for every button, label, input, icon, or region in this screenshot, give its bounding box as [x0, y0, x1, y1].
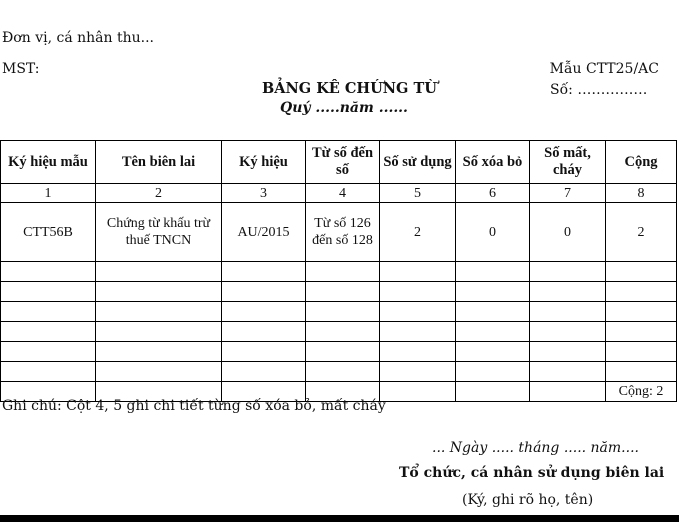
tax-code-label: MST:: [2, 61, 40, 77]
document-title: BẢNG KÊ CHỨNG TỪ: [262, 80, 437, 97]
cell-series: AU/2015: [222, 203, 306, 262]
column-number: 1: [1, 184, 96, 203]
col-header-form-symbol: Ký hiệu mẫu: [1, 141, 96, 184]
column-number: 5: [380, 184, 456, 203]
column-number: 4: [306, 184, 380, 203]
organization-line: Đơn vị, cá nhân thu...: [2, 30, 154, 46]
col-header-cancelled: Số xóa bỏ: [456, 141, 530, 184]
date-line: ... Ngày ..... tháng ..... năm....: [432, 440, 639, 456]
col-header-receipt-name: Tên biên lai: [96, 141, 222, 184]
cell-total: 2: [606, 203, 677, 262]
column-number: 8: [606, 184, 677, 203]
signer-title: Tổ chức, cá nhân sử dụng biên lai: [399, 465, 665, 481]
col-header-used: Số sử dụng: [380, 141, 456, 184]
column-number: 7: [530, 184, 606, 203]
empty-row: [1, 362, 677, 382]
empty-row: [1, 262, 677, 282]
empty-row: [1, 282, 677, 302]
empty-row: [1, 302, 677, 322]
col-header-range: Từ số đến số: [306, 141, 380, 184]
grand-total: Cộng: 2: [606, 382, 677, 402]
cell-range: Từ số 126 đến số 128: [306, 203, 380, 262]
col-header-total: Cộng: [606, 141, 677, 184]
cell-cancelled: 0: [456, 203, 530, 262]
cell-form-symbol: CTT56B: [1, 203, 96, 262]
page-edge-bar: [0, 515, 679, 522]
empty-row: [1, 322, 677, 342]
form-code: Mẫu CTT25/AC: [549, 61, 659, 77]
column-number: 2: [96, 184, 222, 203]
voucher-table: [0, 140, 677, 402]
signer-hint: (Ký, ghi rõ họ, tên): [462, 492, 594, 508]
column-number: 6: [456, 184, 530, 203]
column-number-row: [1, 184, 677, 203]
col-header-lost: Số mất, cháy: [530, 141, 606, 184]
header-row: [1, 141, 677, 184]
table-note: Ghi chú: Cột 4, 5 ghi chi tiết từng số xóa bỏ, mất cháy: [2, 398, 386, 414]
col-header-series: Ký hiệu: [222, 141, 306, 184]
empty-row: [1, 342, 677, 362]
cell-lost: 0: [530, 203, 606, 262]
column-number: 3: [222, 184, 306, 203]
document-subtitle: Quý .....năm ......: [280, 100, 408, 116]
cell-receipt-name: Chứng từ khấu trừ thuế TNCN: [96, 203, 222, 262]
table-row: [1, 203, 677, 262]
document-number: Số: ……………: [550, 82, 648, 98]
cell-used: 2: [380, 203, 456, 262]
